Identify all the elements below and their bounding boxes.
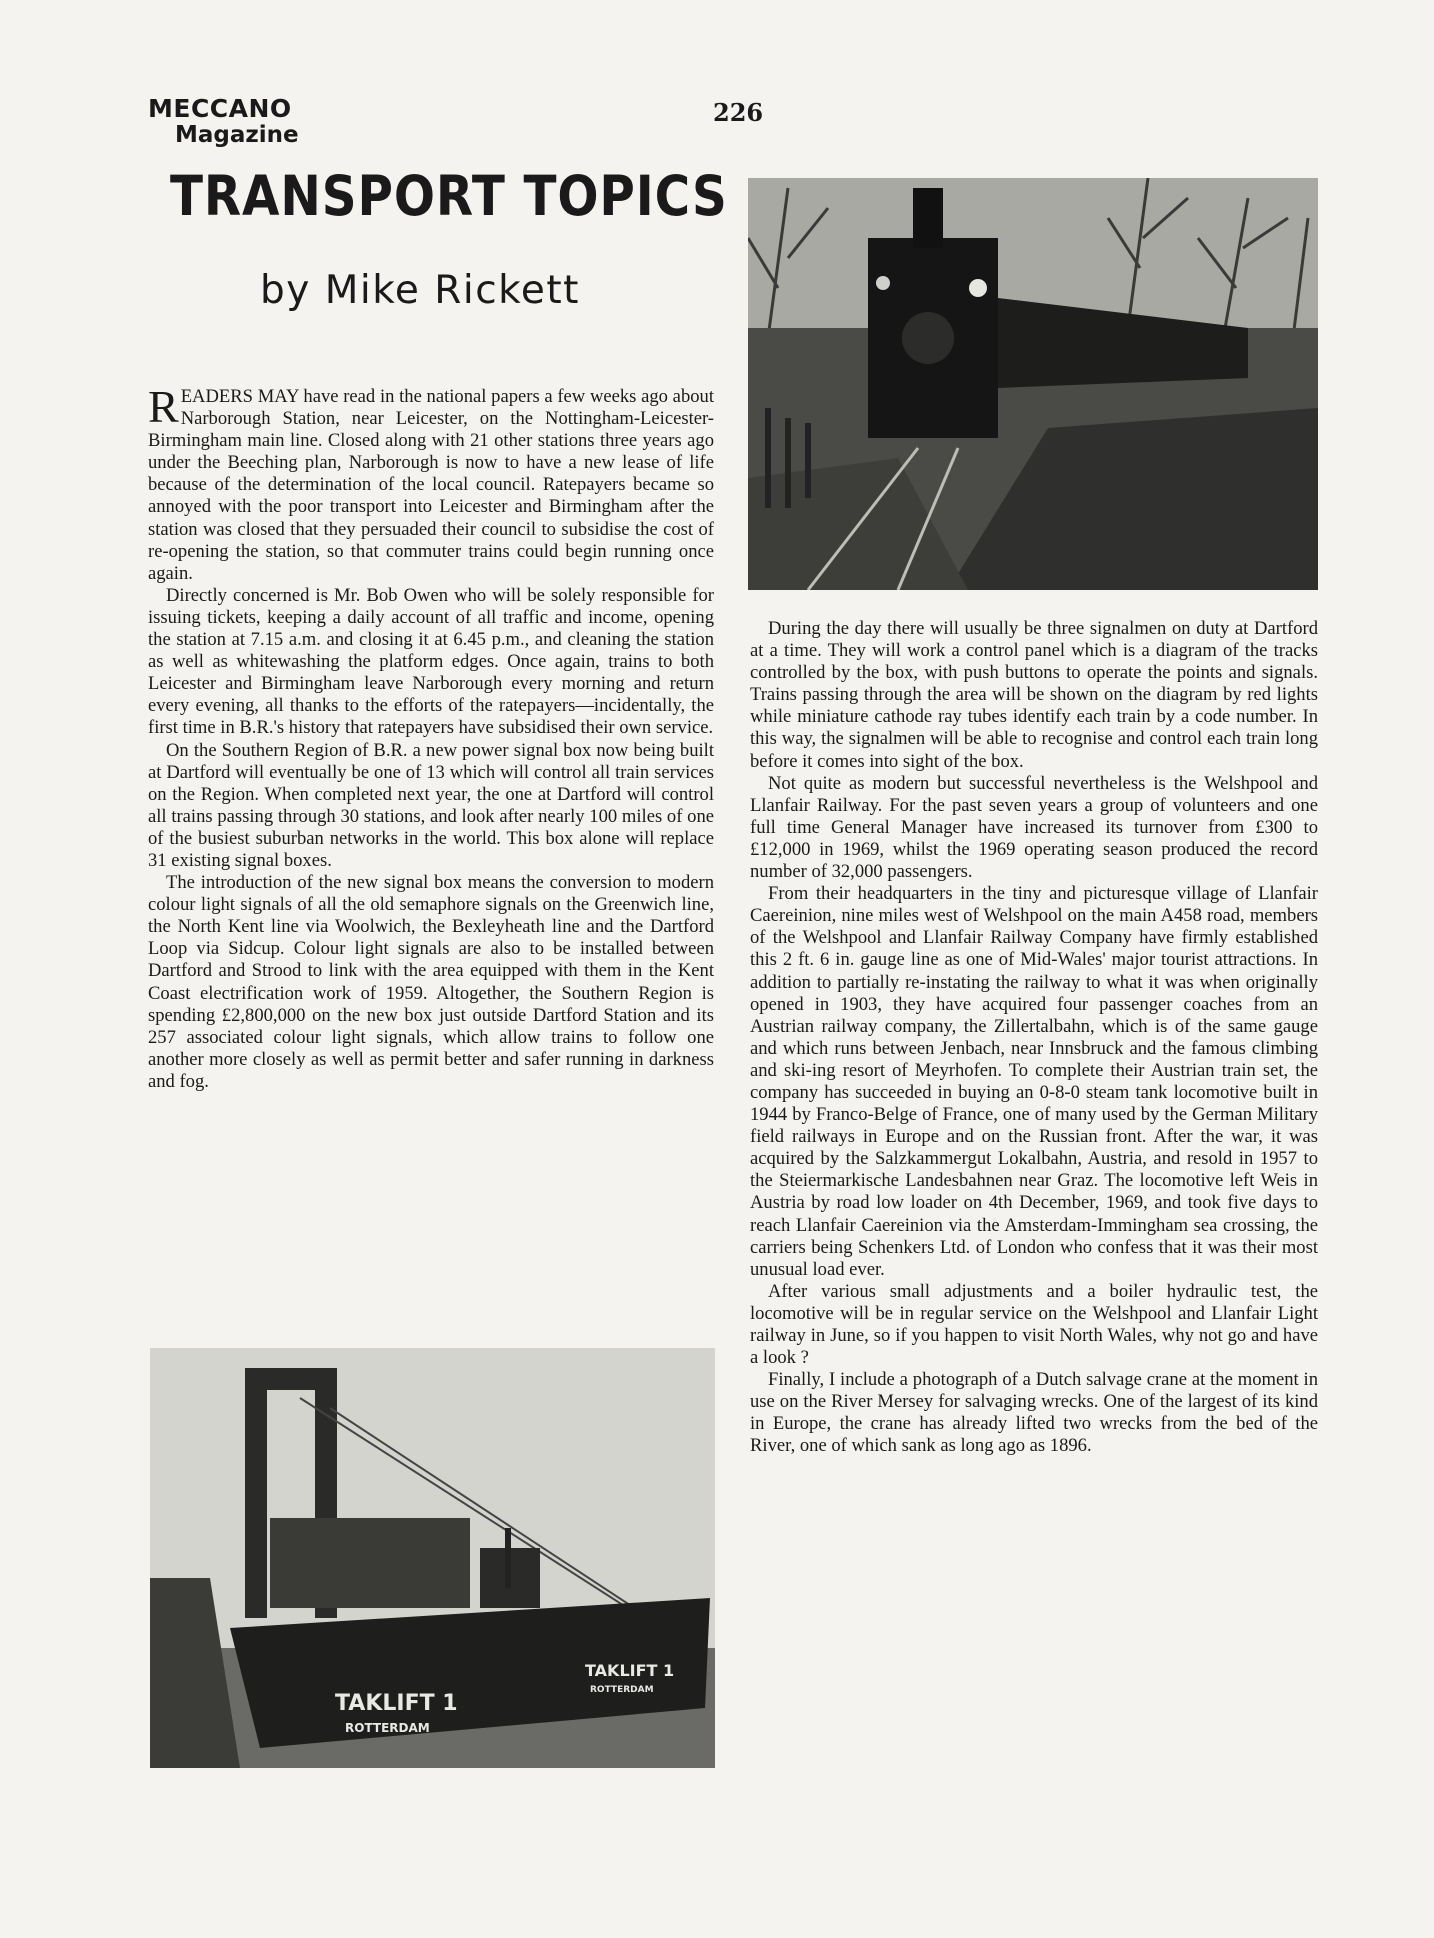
page-number: 226 xyxy=(713,98,764,127)
paragraph: On the Southern Region of B.R. a new power signal box now being built at Dartford will eventually be one of 13 which will control all train services on the Region. When completed next year, the one at Dartford will control all trains passing through 30 stations, and look after nearly 100 miles of one of the busiest suburban networks in the world. This box alone will replace 31 existing signal boxes. xyxy=(148,739,714,871)
masthead xyxy=(148,96,299,147)
salvage-crane-photo xyxy=(150,1348,715,1768)
paragraph: Not quite as modern but successful nevertheless is the Welshpool and Llanfair Railway. For the past seven years a group of volunteers and one full time General Manager have increased its turnover from £300 to £12,000 in 1969, whilst the 1969 operating season produced the record number of 32,000 passengers. xyxy=(750,772,1318,883)
article-title: TRANSPORT TOPICS xyxy=(170,164,728,228)
steam-train-photo xyxy=(748,178,1318,590)
paragraph: Directly concerned is Mr. Bob Owen who will be solely responsible for issuing tickets, keeping a daily account of all traffic and income, opening the station at 7.15 a.m. and closing it at 6.45 p.m., and cleaning the station as well as whitewashing the platform edges. Once again, trains to both Leicester and Birmingham leave Narborough every morning and return every evening, all thanks to the efforts of the ratepayers—incidentally, the first time in B.R.'s history that ratepayers have subsidised their own service. xyxy=(148,584,714,739)
left-column xyxy=(148,381,714,1093)
article-byline: by Mike Rickett xyxy=(260,268,580,313)
paragraph: After various small adjustments and a boiler hydraulic test, the locomotive will be in regular service on the Welshpool and Llanfair Light railway in June, so if you happen to visit North Wales, why not go and have a look ? xyxy=(750,1280,1318,1369)
hull-text-right: TAKLIFT 1 xyxy=(585,1661,675,1680)
hull-text-left: TAKLIFT 1 xyxy=(335,1691,458,1716)
paragraph: The introduction of the new signal box means the conversion to modern colour light signals of all the old semaphore signals on the Greenwich line, the North Kent line via Woolwich, the Bexleyheath line and the Dartford Loop via Sidcup. Colour light signals are also to be installed between Dartford and Strood to link with the area equipped with them in the Kent Coast electrification work of 1959. Altogether, the Southern Region is spending £2,800,000 on the new box just outside Dartford Station and its 257 associated colour light signals, which allow trains to follow one another more closely as well as permit better and safer running in darkness and fog. xyxy=(148,872,714,1092)
paragraph: Finally, I include a photograph of a Dutch salvage crane at the moment in use on the River Mersey for salvaging wrecks. One of the largest of its kind in Europe, the crane has already lifted two wrecks from the bed of the River, one of which sank as long ago as 1896. xyxy=(750,1369,1318,1457)
hull-subtext-left: ROTTERDAM xyxy=(345,1721,430,1735)
drop-cap: R xyxy=(148,381,179,432)
paragraph: From their headquarters in the tiny and picturesque village of Llanfair Caereinion, nine miles west of Welshpool on the main A458 road, members of the Welshpool and Llanfair Railway Company have firmly established this 2 ft. 6 in. gauge line as one of Mid-Wales' major tourist attractions. In addition to partially re-instating the railway to what it was when originally opened in 1903, they have acquired four passenger coaches from an Austrian railway company, the Zillertalbahn, which is of the same gauge and which runs between Jenbach, near Innsbruck and the famous climbing and ski-ing resort of Meyrhofen. To complete their Austrian train set, the company has succeeded in buying an 0-8-0 steam tank locomotive built in 1944 by Franco-Belge of France, one of many used by the German Military field railways in Europe and on the Russian front. After the war, it was acquired by the Salzkammergut Lokalbahn, Austria, and resold in 1957 to the Steiermarkische Landesbahnen near Graz. The locomotive left Weis in Austria by road low loader on 4th December, 1969, and took five days to reach Llanfair Caereinion via the Amsterdam-Immingham sea crossing, the carriers being Schenkers Ltd. of London who confess that it was their most unusual load ever. xyxy=(750,883,1318,1280)
masthead-meccano: MECCANO xyxy=(148,94,292,123)
paragraph: During the day there will usually be three signalmen on duty at Dartford at a time. They will work a control panel which is a diagram of the tracks controlled by the box, with push buttons to operate the points and signals. Trains passing through the area will be shown on the diagram by red lights while miniature cathode ray tubes identify each train by a code number. In this way, the signalmen will be able to recognise and control each train long before it comes into sight of the box. xyxy=(750,618,1318,772)
paragraph: READERS MAY have read in the national papers a few weeks ago about Narborough Station, near Leicester, on the Nottingham-Leicester-Birmingham main line. Closed along with 21 other stations three years ago under the Beeching plan, Narborough is now to have a new lease of life because of the determination of the local council. Ratepayers became so annoyed with the poor transport into Leicester and Birmingham after the station was closed that they persuaded their council to subsidise the cost of re-opening the station, so that commuter trains could begin running once again. xyxy=(148,381,714,584)
masthead-magazine: Magazine xyxy=(175,122,299,148)
hull-subtext-right: ROTTERDAM xyxy=(590,1685,654,1695)
right-column xyxy=(750,618,1318,1458)
